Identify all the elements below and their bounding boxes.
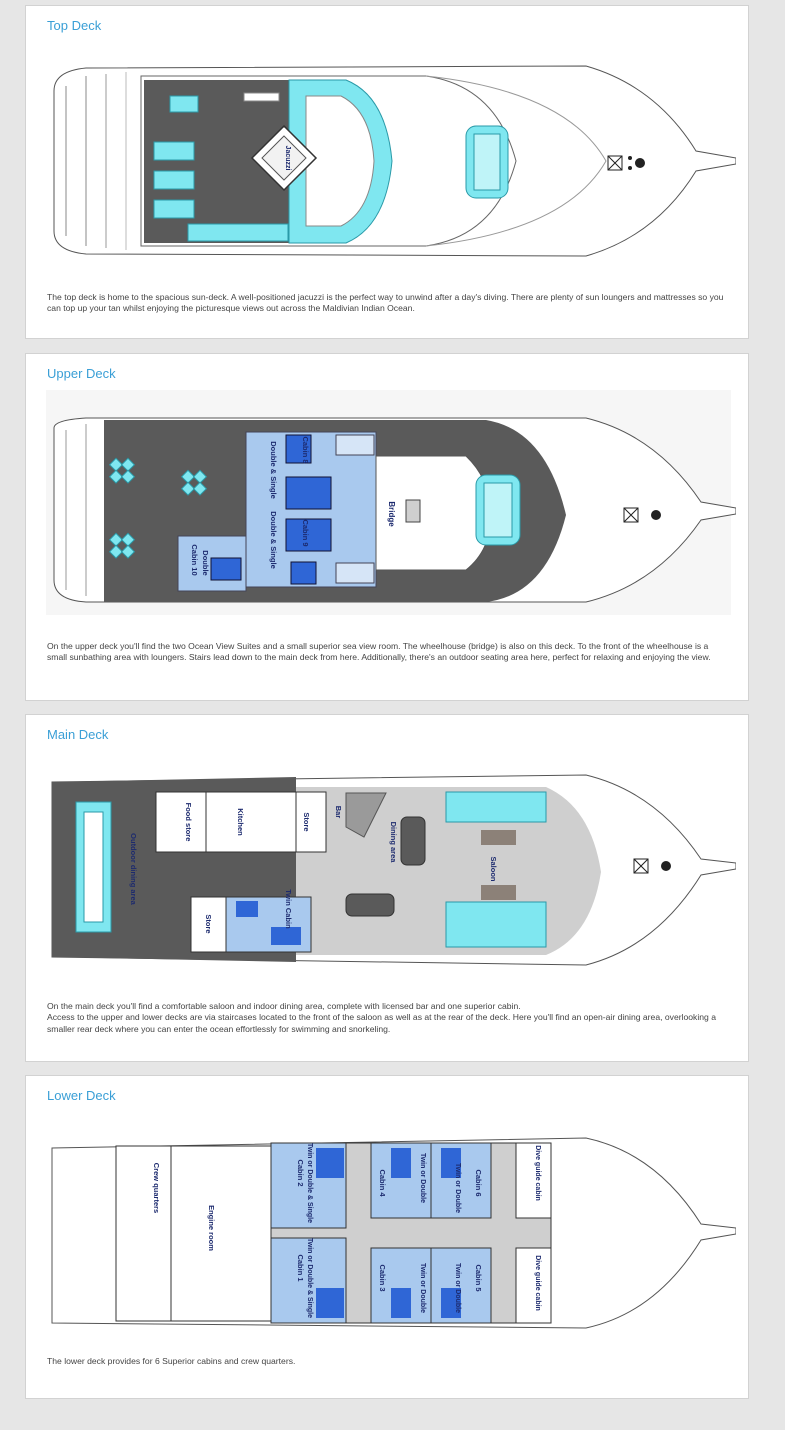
deck-description: The top deck is home to the spacious sun-deck. A well-positioned jacuzzi is the perfect way to unwind after a day's diving. There are plenty of sun loungers and mattresses so you can top up your tan whilst enjoying the picturesque views out across the Maldivian Indian Ocean. bbox=[47, 292, 724, 314]
cabin1-type: Twin or Double & Single bbox=[306, 1238, 313, 1318]
saloon-label: Saloon bbox=[489, 856, 498, 882]
cabin10-type: Double bbox=[201, 550, 210, 576]
upper-deck-plan bbox=[46, 390, 736, 615]
cabin9-label: Cabin 9 bbox=[301, 519, 310, 547]
dive-guide-cabin-label-2: Dive guide cabin bbox=[534, 1255, 541, 1311]
description-line: Access to the upper and lower decks are via staircases located to the front of the saloon as well as at the rear of the deck. Here you'll find an open-air dining area, overlooking a smaller rear deck where you can enter the ocean effortlessly for swimming and snorkeling. bbox=[47, 1012, 716, 1034]
lower-deck-card bbox=[25, 1075, 749, 1399]
store-label: Store bbox=[302, 812, 311, 832]
main-deck-card bbox=[25, 714, 749, 1062]
deck-description: On the upper deck you'll find the two Ocean View Suites and a small superior sea view room. The wheelhouse (bridge) is also on this deck. To the front of the wheelhouse is a small sunbathing area with loungers. Stairs lead down to the main deck from here. Additionally, there's an outdoor seating area here, perfect for relaxing and enjoying the view. bbox=[47, 641, 711, 663]
top-deck-card bbox=[25, 5, 749, 339]
outdoor-dining-label: Outdoor dining area bbox=[129, 833, 138, 905]
cabin9-type: Double & Single bbox=[269, 511, 278, 569]
dining-area-label: Dining area bbox=[389, 821, 398, 863]
cabin2-type: Twin or Double & Single bbox=[306, 1143, 313, 1223]
store2-label: Store bbox=[204, 914, 213, 934]
top-deck-plan-drawing bbox=[46, 46, 736, 276]
cabin4-label: Cabin 4 bbox=[378, 1169, 387, 1197]
upper-deck-plan-drawing bbox=[46, 390, 736, 615]
cabin1-label: Cabin 1 bbox=[296, 1254, 305, 1282]
cabin4-type: Twin or Double bbox=[419, 1152, 426, 1204]
cabin6-type: Twin or Double bbox=[454, 1162, 461, 1214]
cabin5-type: Twin or Double bbox=[454, 1262, 461, 1314]
cabin2-label: Cabin 2 bbox=[296, 1159, 305, 1187]
main-deck-plan-drawing bbox=[46, 767, 736, 972]
cabin6-label: Cabin 6 bbox=[474, 1169, 483, 1197]
cabin10-label: Cabin 10 bbox=[190, 544, 199, 576]
top-deck-plan bbox=[46, 46, 736, 276]
cabin5-label: Cabin 5 bbox=[474, 1264, 483, 1292]
deck-title: Upper Deck bbox=[47, 366, 116, 381]
jacuzzi-label: Jacuzzi bbox=[284, 145, 291, 171]
engine-room-label: Engine room bbox=[207, 1205, 216, 1251]
twin-cabin-label: Twin Cabin bbox=[284, 889, 293, 929]
upper-deck-card bbox=[25, 353, 749, 701]
food-store-label: Food store bbox=[184, 802, 193, 842]
lower-deck-plan-drawing bbox=[46, 1128, 736, 1338]
cabin3-type: Twin or Double bbox=[419, 1262, 426, 1314]
bar-label: Bar bbox=[334, 805, 343, 819]
deck-description bbox=[47, 1001, 724, 1035]
deck-description: The lower deck provides for 6 Superior cabins and crew quarters. bbox=[47, 1356, 296, 1366]
cabin8-label: Cabin 8 bbox=[301, 436, 310, 464]
kitchen-label: Kitchen bbox=[236, 808, 245, 836]
deck-title: Top Deck bbox=[47, 18, 102, 33]
deck-title: Main Deck bbox=[47, 727, 109, 742]
crew-quarters-label: Crew quarters bbox=[152, 1162, 161, 1214]
description-line: On the main deck you'll find a comfortable saloon and indoor dining area, complete with licensed bar and one superior cabin. bbox=[47, 1001, 521, 1011]
bridge-label: Bridge bbox=[387, 501, 396, 527]
deck-title: Lower Deck bbox=[47, 1088, 116, 1103]
cabin8-type: Double & Single bbox=[269, 441, 278, 499]
cabin3-label: Cabin 3 bbox=[378, 1264, 387, 1292]
dive-guide-cabin-label: Dive guide cabin bbox=[534, 1145, 541, 1201]
main-deck-plan bbox=[46, 767, 736, 972]
lower-deck-plan bbox=[46, 1128, 736, 1338]
